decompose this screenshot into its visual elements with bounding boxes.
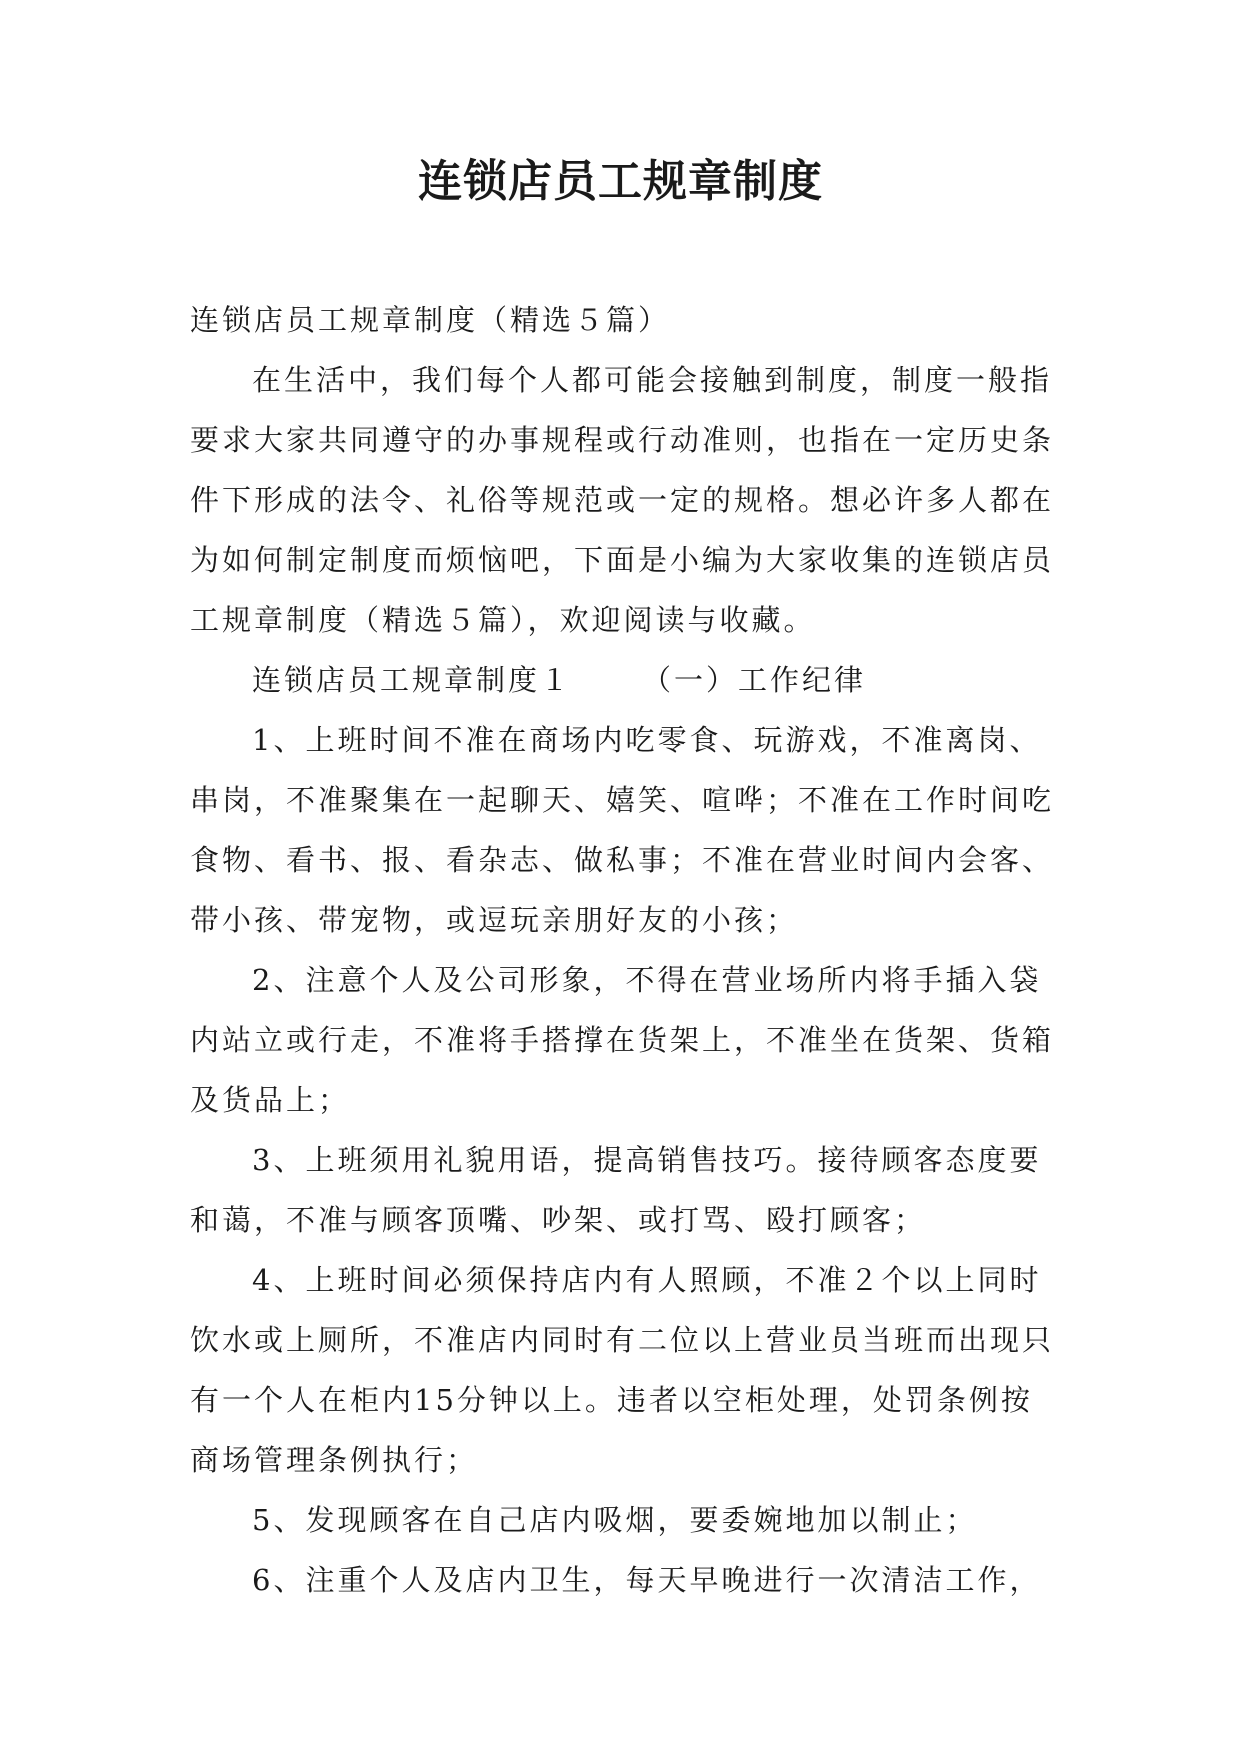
rule-paragraph-6: 6、注重个人及店内卫生，每天早晚进行一次清洁工作， <box>252 1563 1042 1597</box>
rule-paragraph-5: 5、发现顾客在自己店内吸烟，要委婉地加以制止； <box>252 1503 978 1537</box>
section-heading-line <box>190 650 1060 710</box>
intro-paragraph: 在生活中，我们每个人都可能会接触到制度，制度一般指要求大家共同遵守的办事规程或行动准则，也指在一定历史条件下形成的法令、礼俗等规范或一定的规格。想必许多人都在为如何制定制度而烦恼吧，下面是小编为大家收集的连锁店员工规章制度（精选５篇），欢迎阅读与收藏。 <box>190 363 1055 637</box>
rule-paragraph-4: 4、上班时间必须保持店内有人照顾，不准２个以上同时饮水或上厕所，不准店内同时有二位以上营业员当班而出现只有一个人在柜内15分钟以上。违者以空柜处理，处罚条例按商场管理条例执行； <box>190 1263 1055 1477</box>
rule-paragraph-3: 3、上班须用礼貌用语，提高销售技巧。接待顾客态度要和蔼，不准与顾客顶嘴、吵架、或打骂、殴打顾客； <box>190 1143 1042 1237</box>
document-title: 连锁店员工规章制度 <box>418 156 823 207</box>
rule-paragraph-2: 2、注意个人及公司形象，不得在营业场所内将手插入袋内站立或行走，不准将手搭撑在货架上，不准坐在货架、货箱及货品上； <box>190 963 1055 1117</box>
section-heading: 连锁店员工规章制度１ <box>252 663 573 697</box>
document-subtitle: 连锁店员工规章制度（精选５篇） <box>190 303 671 337</box>
rule-paragraph-1: 1、上班时间不准在商场内吃零食、玩游戏，不准离岗、串岗，不准聚集在一起聊天、嬉笑、喧哗；不准在工作时间吃食物、看书、报、看杂志、做私事；不准在营业时间内会客、带小孩、带宠物，或逗玩亲朋好友的小孩； <box>190 723 1055 937</box>
section-subheading: （一）工作纪律 <box>642 663 867 697</box>
document-body <box>190 290 1060 1610</box>
